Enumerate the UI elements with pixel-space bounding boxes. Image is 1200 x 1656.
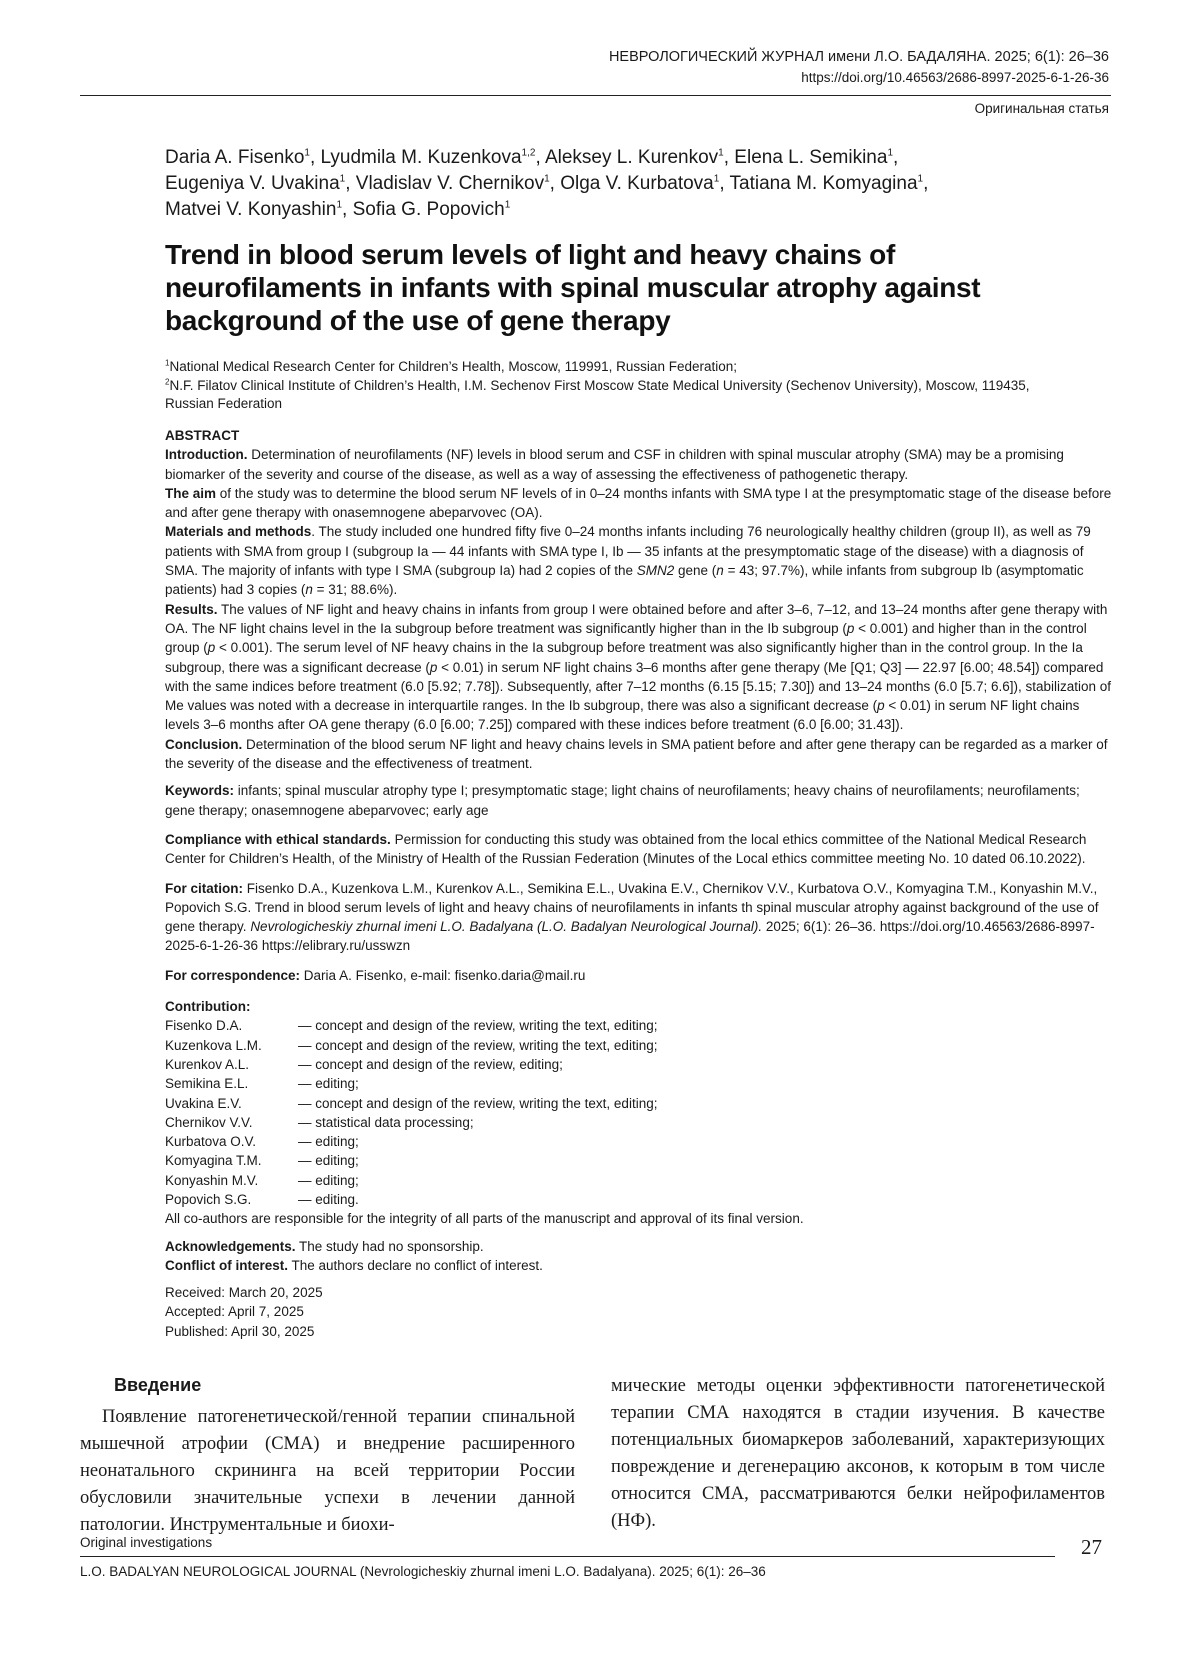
contribution-table — [165, 1016, 657, 1209]
header-rule — [80, 95, 1111, 96]
abstract-results: Results. The values of NF light and heavy chains in infants from group I were obtained before and after 3–6, 7–12, and 13–24 months after gene therapy with OA. The NF light chains level in the Ia subgroup before treatment was significantly higher than in the Ib subgroup (p < 0.001) and higher than in the control group (p < 0.001). The serum level of NF heavy chains in the Ia subgroup before treatment was also significantly higher than in the control group. In the Ia subgroup, there was a significant decrease (p < 0.01) in serum NF light chains 3–6 months after gene therapy (Me [Q1; Q3] — 22.97 [6.00; 48.54]) compared with the same indices before treatment (6.0 [5.92; 7.78]). Subsequently, after 7–12 months (6.15 [5.15; 7.30]) and 13–24 months (6.0 [5.7; 6.6]), stabilization of Me values was noted with a decrease in interquartile ranges. In the Ib subgroup, there was also a significant decrease (p < 0.01) in serum NF light chains levels 3–6 months after OA gene therapy (6.0 [6.00; 7.25]) compared with these indices before treatment (6.0 [6.00; 31.43]). — [165, 601, 1112, 733]
affiliation-1: $^1$National Medical Research Center for Children’s Health, Moscow, 119991, Russian Federation; — [165, 358, 737, 374]
abstract-methods: Materials and methods. The study included one hundred fifty five 0–24 months infants including 76 neurologically healthy children (group II), as well as 79 patients with SMA from group I (subgroup Ia — 44 infants with SMA type I, Ib — 35 infants at the presymptomatic stage of the disease) with a diagnosis of SMA. The majority of infants with type I SMA (subgroup Ia) had 2 copies of the SMN2 gene (n = 43; 97.7%), while infants from subgroup Ib (asymptomatic patients) had 3 copies (n = 31; 88.6%). — [165, 524, 1091, 598]
author-affiliation-mark: 1 — [917, 173, 924, 185]
acknowledgements: Acknowledgements. The study had no sponsorship. — [165, 1238, 484, 1254]
contribution-heading: Contribution: — [165, 999, 251, 1015]
affiliation-2: $^2$N.F. Filatov Clinical Institute of Children’s Health, I.M. Sechenov First Moscow State Medical University (Sechenov University), Moscow, 119435, Russian Federation — [165, 377, 1030, 411]
author: Olga V. Kurbatova — [560, 173, 714, 194]
footer-journal: L.O. BADALYAN NEUROLOGICAL JOURNAL (Nevrologicheskiy zhurnal imeni L.O. Badalyana). 2025; 6(1): 26–36 — [80, 1564, 766, 1579]
date-published: Published: April 30, 2025 — [165, 1323, 315, 1339]
contribution-row: Kurbatova O.V. — editing; — [165, 1134, 359, 1150]
abstract-introduction: Introduction. Determination of neurofilaments (NF) levels in blood serum and CSF in children with spinal muscular atrophy (SMA) may be a promising biomarker of the severity and course of the disease, as well as a way of assessing the effectiveness of pathogenetic therapy. — [165, 447, 1064, 482]
abstract-aim: The aim of the study was to determine the blood serum NF levels of in 0–24 months infants with SMA type I at the presymptomatic stage of the disease before and after gene therapy with onasemnogene abeparvovec (OA). — [165, 485, 1112, 521]
contribution-row: Kuzenkova L.M. — concept and design of the review, writing the text, editing; — [165, 1037, 658, 1053]
contribution-row: Komyagina T.M. — editing; — [165, 1153, 359, 1169]
author-affiliation-mark: 1 — [304, 147, 310, 159]
contribution-row: Fisenko D.A. — concept and design of the review, writing the text, editing; — [165, 1018, 658, 1034]
running-header-doi[interactable]: https://doi.org/10.46563/2686-8997-2025-6-1-26-36 — [801, 70, 1109, 85]
article-type: Оригинальная статья — [974, 101, 1109, 116]
running-header-journal: НЕВРОЛОГИЧЕСКИЙ ЖУРНАЛ имени Л.О. БАДАЛЯНА. 2025; 6(1): 26–36 — [608, 49, 1109, 65]
section-heading: Введение — [114, 1375, 202, 1395]
author-list: Daria A. Fisenko$^1$, Lyudmila M. Kuzenkova$^{1,2}$, Aleksey L. Kurenkov$^1$, Elena L. Semikina$^1$, Eugeniya V. Uvakina$^1$, Vladislav V. Chernikov$^1$, Olga V. Kurbatova$^1$, Tatiana M. Komyagina$^1$, Matvei V. Konyashin$^1$, Sofia G. Popovich$^1$ — [165, 147, 929, 220]
author: Tatiana M. Komyagina — [729, 173, 918, 194]
body-column-left: Появление патогенетической/генной терапии спинальной мышечной атрофии (СМА) и внедрение расширенного неонатального скрининга на всей территории России обусловили значительные успехи в лечении данной патологии. Инструментальные и биохи- — [80, 1407, 575, 1535]
author-affiliation-mark: 1 — [336, 199, 343, 211]
page-number: 27 — [1081, 1535, 1102, 1559]
contribution-row: Popovich S.G. — editing. — [165, 1191, 359, 1207]
date-accepted: Accepted: April 7, 2025 — [165, 1304, 304, 1320]
correspondence: For correspondence: Daria A. Fisenko, e-mail: fisenko.daria@mail.ru — [165, 967, 586, 983]
footer-section: Original investigations — [80, 1535, 213, 1550]
contribution-row: Kurenkov A.L. — concept and design of the review, editing; — [165, 1056, 563, 1072]
author: Sofia G. Popovich — [352, 199, 505, 220]
date-received: Received: March 20, 2025 — [165, 1285, 323, 1301]
author-affiliation-mark: 1 — [887, 147, 894, 159]
contribution-row: Konyashin M.V. — editing; — [165, 1172, 359, 1188]
footer-rule — [80, 1556, 1055, 1557]
contribution-row: Chernikov V.V. — statistical data processing; — [165, 1114, 474, 1130]
author: Matvei V. Konyashin — [165, 199, 337, 220]
author-affiliation-mark: 1 — [544, 173, 550, 185]
author: Daria A. Fisenko — [165, 147, 305, 168]
author: Eugeniya V. Uvakina — [165, 173, 340, 194]
author: Aleksey L. Kurenkov — [544, 147, 719, 168]
author-affiliation-mark: 1,2 — [521, 147, 536, 159]
contribution-note: All co-authors are responsible for the integrity of all parts of the manuscript and approval of its final version. — [165, 1211, 804, 1227]
contribution-row: Uvakina E.V. — concept and design of the review, writing the text, editing; — [165, 1095, 658, 1111]
conflict-of-interest: Conflict of interest. The authors declare no conflict of interest. — [165, 1257, 543, 1273]
article-title: Trend in blood serum levels of light and heavy chains of neurofilaments in infants with spinal muscular atrophy against background of the use of gene therapy — [165, 239, 981, 336]
author-affiliation-mark: 1 — [718, 147, 724, 159]
affiliations — [165, 358, 1070, 414]
author-affiliation-mark: 1 — [504, 199, 511, 211]
citation: For citation: Fisenko D.A., Kuzenkova L.M., Kurenkov A.L., Semikina E.L., Uvakina E.V., Chernikov V.V., Kurbatova O.V., Komyagina T.M., Konyashin M.V., Popovich S.G. Trend in blood serum levels of light and heavy chains of neurofilaments in infants th spinal muscular atrophy against background of the use of gene therapy. Nevrologicheskiy zhurnal imeni L.O. Badalyana (L.O. Badalyan Neurological Journal). 2025; 6(1): 26–36. https://doi.org/10.46563/2686-8997-2025-6-1-26-36 https://elibrary.ru/usswzn — [165, 880, 1099, 954]
author: Lyudmila M. Kuzenkova — [320, 147, 522, 168]
ethics-statement: Compliance with ethical standards. Permission for conducting this study was obtained from the local ethics committee of the National Medical Research Center for Children’s Health, of the Ministry of Health of the Russian Federation (Minutes of the Local ethics committee meeting No. 10 dated 06.10.2022). — [165, 831, 1087, 867]
abstract-conclusion: Conclusion. Determination of the blood serum NF light and heavy chains levels in SMA patient before and after gene therapy can be regarded as a marker of the severity of the disease and the effectiveness of treatment. — [165, 736, 1108, 772]
keywords: Keywords: infants; spinal muscular atrophy type I; presymptomatic stage; light chains of neurofilaments; heavy chains of neurofilaments; neurofilaments; gene therapy; onasemnogene abeparvovec; early age — [165, 783, 1080, 818]
body-column-right: мические методы оценки эффективности патогенетической терапии СМА находятся в стадии изучения. В качестве потенциальных биомаркеров заболеваний, характеризующих повреждение и дегенерацию аксонов, к которым в том числе относится СМА, рассматриваются белки нейрофиламентов (НФ). — [611, 1376, 1105, 1531]
author: Vladislav V. Chernikov — [355, 173, 545, 194]
author-affiliation-mark: 1 — [713, 173, 720, 185]
abstract-heading: ABSTRACT — [165, 428, 240, 443]
author: Elena L. Semikina — [734, 147, 888, 168]
author-affiliation-mark: 1 — [339, 173, 346, 185]
contribution-row: Semikina E.L. — editing; — [165, 1076, 359, 1092]
abstract — [165, 426, 1112, 1341]
